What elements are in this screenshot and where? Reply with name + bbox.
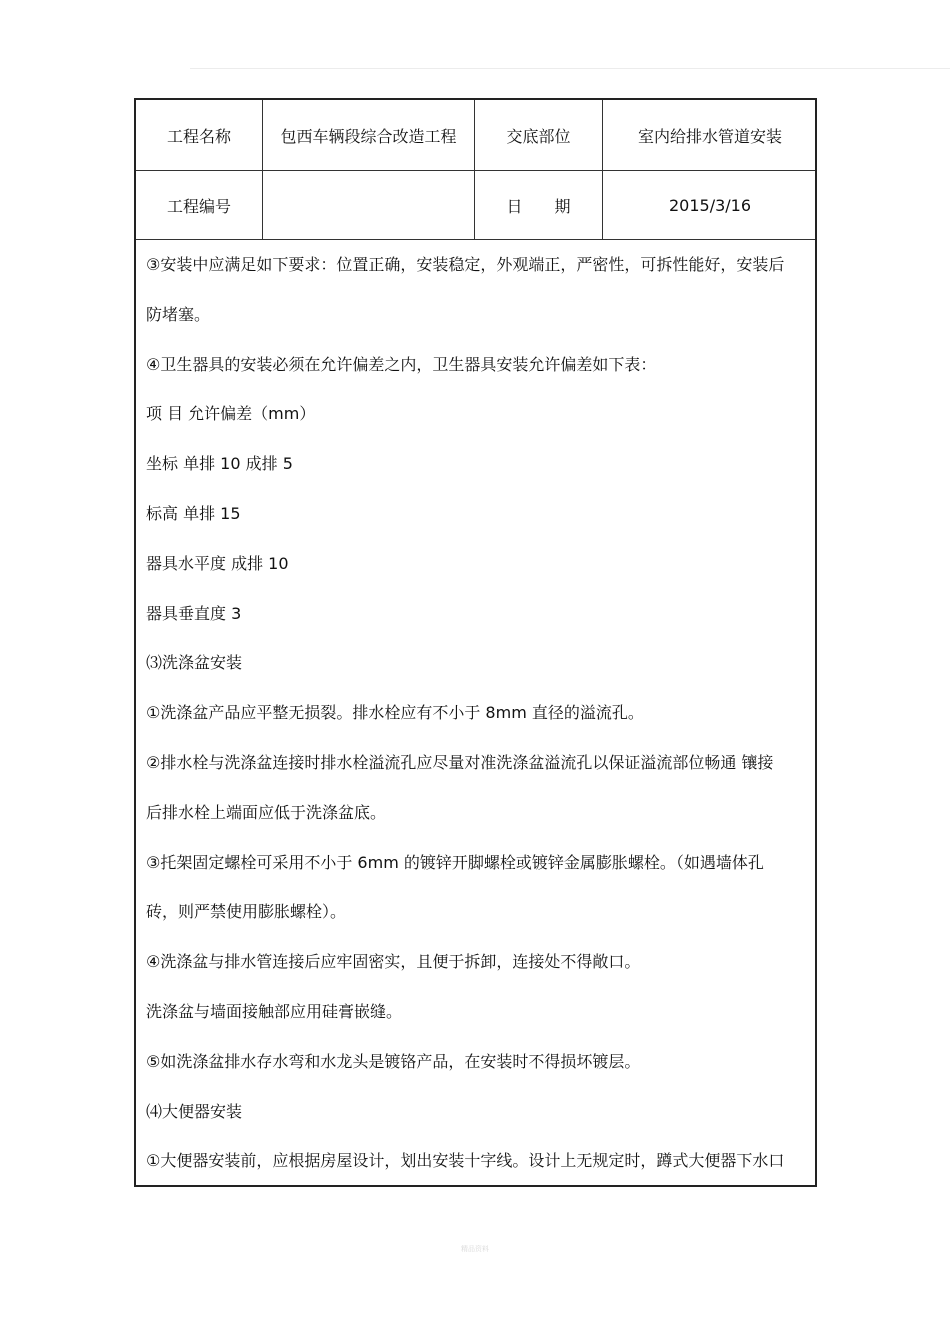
content-line: 标高 单排 15 xyxy=(146,503,241,523)
date-value: 2015/3/16 xyxy=(668,195,752,215)
content-line: 器具垂直度 3 xyxy=(146,603,242,623)
content-line: 项 目 允许偏差（mm） xyxy=(146,404,316,424)
content-line: ③托架固定螺栓可采用不小于 6mm 的镀锌开脚螺栓或镀锌金属膨胀螺栓。（如遇墙体孔 xyxy=(146,852,764,872)
project-name-value: 包西车辆段综合改造工程 xyxy=(263,100,475,170)
content-line: ③安装中应满足如下要求：位置正确，安装稳定，外观端正，严密性，可拆性能好，安装后 xyxy=(146,255,785,274)
header-row-1 xyxy=(136,100,815,171)
disclosure-part-label: 交底部位 xyxy=(475,100,603,170)
content-line: ⑶洗涤盆安装 xyxy=(146,653,243,673)
content-line: 洗涤盆与墙面接触部应用硅膏嵌缝。 xyxy=(146,1001,403,1021)
content-line: 砖，则严禁使用膨胀螺栓）。 xyxy=(146,902,347,922)
project-name-label: 工程名称 xyxy=(136,100,263,170)
date-label: 日 期 xyxy=(475,171,603,239)
header-row-2 xyxy=(136,171,815,240)
content-line: 坐标 单排 10 成排 5 xyxy=(146,454,293,474)
footer-watermark: 精品资料 xyxy=(461,1245,489,1253)
content-line: ①大便器安装前，应根据房屋设计，划出安装十字线。设计上无规定时，蹲式大便器下水口 xyxy=(146,1151,785,1171)
disclosure-content xyxy=(146,240,815,1186)
project-number-value xyxy=(263,171,475,239)
content-line: ⑷大便器安装 xyxy=(146,1101,243,1121)
project-number-label: 工程编号 xyxy=(136,171,263,239)
disclosure-part-value: 室内给排水管道安装 xyxy=(637,126,782,146)
content-line: 后排水栓上端面应低于洗涤盆底。 xyxy=(146,802,387,822)
content-line: ④洗涤盆与排水管连接后应牢固密实，且便于拆卸，连接处不得敞口。 xyxy=(146,952,641,972)
content-line: ②排水栓与洗涤盆连接时排水栓溢流孔应尽量对准洗涤盆溢流孔以保证溢流部位畅通 镶接 xyxy=(146,752,774,772)
top-rule xyxy=(190,68,950,69)
content-line: 防堵塞。 xyxy=(146,304,211,324)
content-line: ⑤如洗涤盆排水存水弯和水龙头是镀铬产品，在安装时不得损坏镀层。 xyxy=(146,1051,641,1071)
content-line: ①洗涤盆产品应平整无损裂。排水栓应有不小于 8mm 直径的溢流孔。 xyxy=(146,703,644,723)
content-line: 器具水平度 成排 10 xyxy=(146,553,289,573)
disclosure-sheet xyxy=(134,98,817,1187)
content-line: ④卫生器具的安装必须在允许偏差之内，卫生器具安装允许偏差如下表： xyxy=(146,354,657,374)
